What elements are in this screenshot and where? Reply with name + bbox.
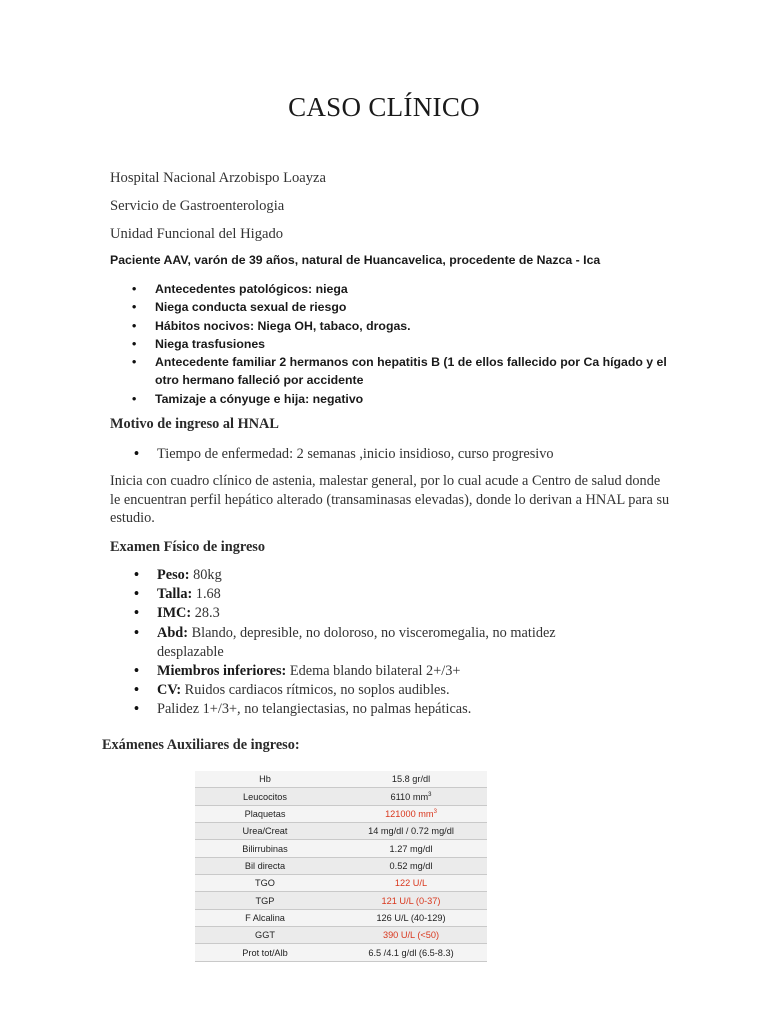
item-label: IMC:	[157, 605, 192, 622]
item-value: Ruidos cardiacos rítmicos, no soplos audibles.	[181, 682, 450, 699]
list-item	[157, 585, 607, 604]
table-row	[195, 840, 487, 857]
patient-summary: Paciente AAV, varón de 39 años, natural de Huancavelica, procedente de Nazca - Ica	[110, 253, 601, 267]
lab-value	[335, 774, 487, 784]
lab-value-text: 121 U/L (0-37)	[381, 895, 441, 906]
lab-name: Hb	[259, 774, 271, 785]
lab-name: Urea/Creat	[242, 826, 288, 837]
lab-value-text: 1.27 mg/dl	[389, 843, 433, 854]
table-row	[195, 910, 487, 927]
lab-value-text: 0.52 mg/dl	[389, 860, 433, 871]
lab-value-text: 6.5 /4.1 g/dl (6.5-8.3)	[368, 947, 454, 958]
lab-results-table	[195, 771, 487, 962]
lab-value	[335, 792, 487, 802]
lab-value	[335, 930, 487, 940]
list-item: • Tiempo de enfermedad: 2 semanas ,inicio insidioso, curso progresivo	[157, 445, 677, 463]
table-row	[195, 823, 487, 840]
list-item	[157, 700, 607, 719]
labs-heading: Exámenes Auxiliares de ingreso:	[102, 737, 300, 753]
item-label: Miembros inferiores:	[157, 663, 287, 680]
lab-value-text: 6110 mm	[390, 791, 429, 802]
item-value: 1.68	[192, 586, 221, 603]
table-row	[195, 927, 487, 944]
item-label: CV:	[157, 682, 182, 699]
lab-name: Leucocitos	[243, 791, 287, 802]
item-label: Talla:	[157, 586, 193, 603]
lab-name: TGO	[255, 878, 275, 889]
list-item	[157, 604, 607, 623]
lab-value	[335, 809, 487, 819]
lab-value-text: 390 U/L (<50)	[382, 930, 440, 941]
admission-list	[157, 445, 677, 463]
item-value: Edema blando bilateral 2+/3+	[286, 663, 461, 680]
list-item	[157, 566, 607, 585]
lab-value-text: 126 U/L (40-129)	[376, 912, 446, 923]
table-row	[195, 892, 487, 909]
lab-value-text: 14 mg/dl / 0.72 mg/dl	[368, 826, 454, 837]
lab-name: TGP	[255, 895, 275, 906]
table-row	[195, 806, 487, 823]
item-value: Blando, depresible, no doloroso, no visceromegalia, no matidez desplazable	[157, 624, 556, 660]
item-value: 28.3	[191, 605, 220, 622]
lab-value-text: 15.8 gr/dl	[391, 774, 431, 785]
background-list	[155, 280, 675, 408]
lab-value-text: 121000 mm	[385, 808, 434, 819]
lab-value	[335, 913, 487, 923]
lab-value-text: 122 U/L	[394, 878, 428, 889]
lab-name: Bilirrubinas	[242, 843, 288, 854]
table-row	[195, 944, 487, 961]
lab-value	[335, 878, 487, 888]
list-item: • Hábitos nocivos: Niega OH, tabaco, drogas.	[155, 317, 675, 335]
admission-heading: Motivo de ingreso al HNAL	[110, 416, 279, 432]
item-label: Peso:	[157, 567, 190, 583]
list-item: • Niega conducta sexual de riesgo	[155, 298, 675, 316]
lab-value	[335, 861, 487, 871]
lab-value	[335, 948, 487, 958]
lab-value-sup: 3	[428, 791, 432, 798]
lab-name: GGT	[255, 930, 275, 941]
lab-value-sup: 3	[433, 808, 437, 815]
list-item	[157, 681, 607, 700]
table-row	[195, 875, 487, 892]
lab-name: Prot tot/Alb	[242, 947, 288, 958]
service-name: Servicio de Gastroenterologia	[110, 198, 285, 214]
list-item	[157, 662, 607, 681]
item-value: 80kg	[189, 567, 222, 583]
list-item	[157, 624, 607, 662]
lab-name: Bil directa	[244, 860, 286, 871]
unit-name: Unidad Funcional del Higado	[110, 226, 284, 242]
physical-heading: Examen Físico de ingreso	[110, 539, 266, 555]
physical-list	[157, 566, 607, 720]
lab-value	[335, 844, 487, 854]
item-value: Palidez 1+/3+, no telangiectasias, no palmas hepáticas.	[157, 701, 472, 718]
lab-name: F Alcalina	[245, 912, 285, 923]
table-row	[195, 858, 487, 875]
list-item: • Antecedente familiar 2 hermanos con hepatitis B (1 de ellos fallecido por Ca hígado y el otro hermano falleció por accidente	[155, 353, 675, 390]
table-row	[195, 788, 487, 805]
page-title: CASO CLÍNICO	[288, 92, 480, 122]
list-item: • Antecedentes patológicos: niega	[155, 280, 675, 298]
list-item: • Tamizaje a cónyuge e hija: negativo	[155, 390, 675, 408]
admission-paragraph: Inicia con cuadro clínico de astenia, malestar general, por lo cual acude a Centro de salud donde le encuentran perfil hepático alterado (transaminasas elevadas), donde lo derivan a HNAL para su estudio.	[110, 473, 670, 526]
hospital-name: Hospital Nacional Arzobispo Loayza	[110, 170, 327, 186]
list-item: • Niega trasfusiones	[155, 335, 675, 353]
table-row	[195, 771, 487, 788]
lab-value	[335, 896, 487, 906]
item-label: Abd:	[157, 624, 188, 641]
lab-value	[335, 826, 487, 836]
lab-name: Plaquetas	[244, 808, 286, 819]
